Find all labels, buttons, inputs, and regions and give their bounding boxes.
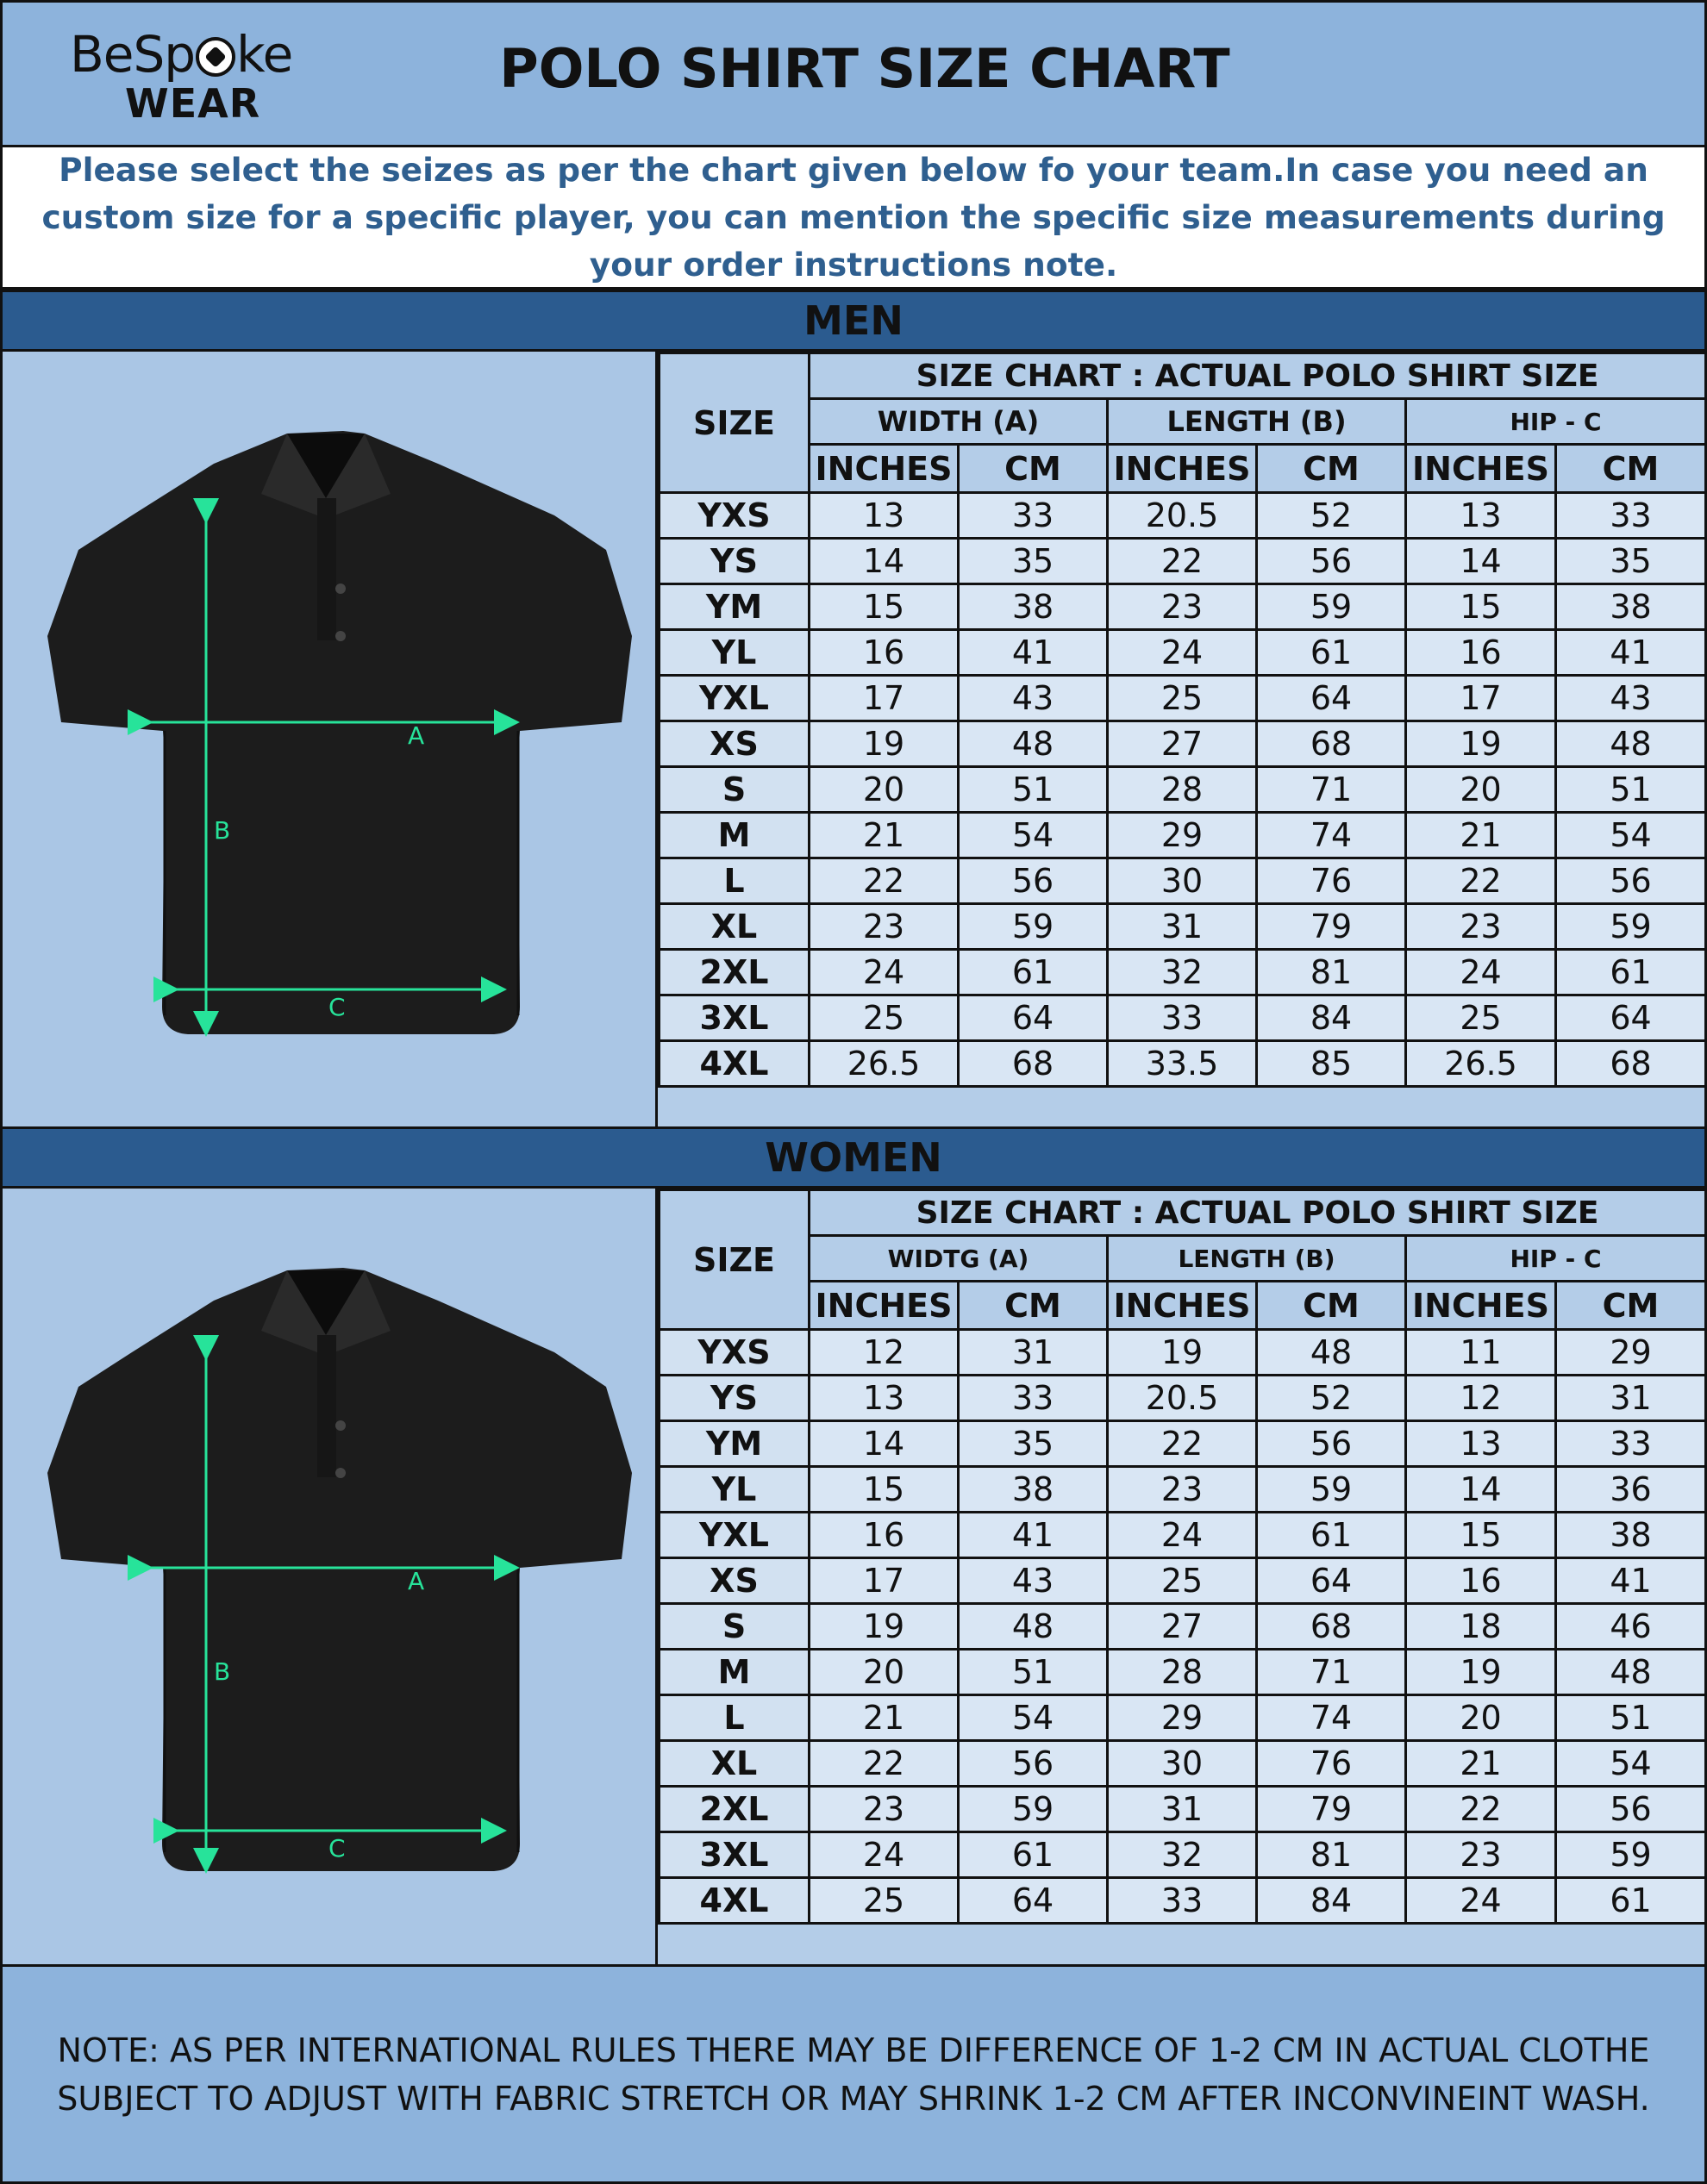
measurement-cell: 41	[959, 630, 1108, 676]
size-label-cell: XL	[660, 1741, 810, 1787]
measurement-cell: 18	[1406, 1604, 1556, 1650]
measurement-cell: 61	[959, 1832, 1108, 1878]
measurement-cell: 25	[1108, 1558, 1257, 1604]
length-group-header: LENGTH (B)	[1108, 399, 1406, 445]
brand-logo	[70, 25, 311, 128]
soccer-ball-icon	[196, 37, 235, 77]
size-label-cell: YL	[660, 1467, 810, 1513]
measurement-cell: 20	[1406, 1695, 1556, 1741]
intro-panel	[3, 147, 1704, 290]
measurement-cell: 30	[1108, 1741, 1257, 1787]
measurement-cell: 38	[1556, 1513, 1706, 1558]
table-row	[660, 813, 1706, 858]
measurement-cell: 13	[1406, 493, 1556, 539]
measurement-cell: 71	[1257, 767, 1406, 813]
measurement-cell: 22	[1406, 858, 1556, 904]
measurement-cell: 51	[1556, 1695, 1706, 1741]
measurement-cell: 15	[810, 1467, 959, 1513]
measurement-cell: 56	[1257, 1421, 1406, 1467]
size-label-cell: S	[660, 767, 810, 813]
width-group-header: WIDTH (A)	[810, 399, 1108, 445]
measurement-cell: 14	[1406, 539, 1556, 584]
measure-b-label: B	[214, 1657, 231, 1686]
measurement-cell: 17	[810, 1558, 959, 1604]
measurement-cell: 68	[1257, 721, 1406, 767]
measurement-cell: 61	[1257, 1513, 1406, 1558]
table-row	[660, 1604, 1706, 1650]
measurement-cell: 31	[1108, 1787, 1257, 1832]
size-label-cell: L	[660, 858, 810, 904]
unit-header: INCHES	[1406, 445, 1556, 493]
measurement-cell: 23	[1406, 1832, 1556, 1878]
table-title: SIZE CHART : ACTUAL POLO SHIRT SIZE	[810, 353, 1706, 399]
size-column-header: SIZE	[660, 1190, 810, 1330]
table-row	[660, 721, 1706, 767]
measurement-cell: 61	[1556, 950, 1706, 995]
measurement-cell: 43	[1556, 676, 1706, 721]
measurement-cell: 35	[1556, 539, 1706, 584]
footer-note: NOTE: AS PER INTERNATIONAL RULES THERE MAY BE DIFFERENCE OF 1-2 CM IN ACTUAL CLOTHE SUBJECT TO ADJUST WITH FABRIC STRETCH OR MAY SHRINK 1-2 CM AFTER INCONVINEINT WASH.	[57, 2031, 1650, 2118]
measurement-cell: 59	[959, 1787, 1108, 1832]
measure-c-label: C	[328, 1834, 346, 1863]
measurement-cell: 16	[1406, 630, 1556, 676]
measurement-cell: 22	[810, 858, 959, 904]
measurement-cell: 38	[959, 1467, 1108, 1513]
men-table-body	[660, 493, 1706, 1087]
measurement-cell: 64	[959, 1878, 1108, 1924]
unit-header: INCHES	[1108, 445, 1257, 493]
measurement-cell: 74	[1257, 1695, 1406, 1741]
measurement-cell: 48	[1257, 1330, 1406, 1376]
measurement-cell: 20	[1406, 767, 1556, 813]
size-label-cell: YS	[660, 1376, 810, 1421]
measurement-cell: 61	[1556, 1878, 1706, 1924]
measurement-cell: 79	[1257, 904, 1406, 950]
measurement-cell: 41	[1556, 1558, 1706, 1604]
measurement-cell: 12	[1406, 1376, 1556, 1421]
measurement-cell: 38	[1556, 584, 1706, 630]
measure-c-label: C	[328, 993, 346, 1021]
measurement-cell: 29	[1556, 1330, 1706, 1376]
table-row	[660, 950, 1706, 995]
measurement-cell: 33	[959, 493, 1108, 539]
size-label-cell: YXS	[660, 493, 810, 539]
measurement-cell: 22	[1108, 1421, 1257, 1467]
measurement-cell: 84	[1257, 995, 1406, 1041]
measurement-cell: 35	[959, 1421, 1108, 1467]
table-row	[660, 1650, 1706, 1695]
unit-header: INCHES	[1406, 1282, 1556, 1330]
measurement-cell: 31	[1556, 1376, 1706, 1421]
table-row	[660, 995, 1706, 1041]
measurement-cell: 64	[1257, 676, 1406, 721]
size-label-cell: YXL	[660, 676, 810, 721]
measurement-cell: 48	[959, 721, 1108, 767]
measurement-cell: 32	[1108, 1832, 1257, 1878]
measurement-cell: 28	[1108, 1650, 1257, 1695]
measure-a-label: A	[408, 721, 425, 750]
table-row	[660, 1878, 1706, 1924]
unit-header: INCHES	[1108, 1282, 1257, 1330]
measurement-cell: 21	[810, 1695, 959, 1741]
measurement-cell: 84	[1257, 1878, 1406, 1924]
measurement-cell: 21	[810, 813, 959, 858]
size-label-cell: YXL	[660, 1513, 810, 1558]
measurement-cell: 64	[959, 995, 1108, 1041]
table-row	[660, 858, 1706, 904]
measurement-cell: 14	[810, 1421, 959, 1467]
measurement-cell: 17	[1406, 676, 1556, 721]
measurement-cell: 26.5	[810, 1041, 959, 1087]
measurement-cell: 16	[1406, 1558, 1556, 1604]
measurement-cell: 41	[1556, 630, 1706, 676]
men-section-bar	[3, 290, 1704, 352]
measurement-cell: 24	[1406, 950, 1556, 995]
measurement-cell: 19	[1108, 1330, 1257, 1376]
measurement-cell: 17	[810, 676, 959, 721]
measurement-cell: 59	[1257, 1467, 1406, 1513]
measurement-cell: 22	[1406, 1787, 1556, 1832]
measurement-cell: 27	[1108, 721, 1257, 767]
measure-a-label: A	[408, 1567, 425, 1595]
women-section-bar	[3, 1126, 1704, 1189]
measurement-cell: 13	[810, 1376, 959, 1421]
measure-b-label: B	[214, 816, 231, 845]
size-label-cell: XL	[660, 904, 810, 950]
men-size-table	[658, 352, 1707, 1088]
measurement-cell: 25	[810, 1878, 959, 1924]
hip-group-header: HIP - C	[1406, 1236, 1706, 1282]
logo-subtext: WEAR	[125, 80, 261, 127]
measurement-cell: 31	[1108, 904, 1257, 950]
measurement-cell: 26.5	[1406, 1041, 1556, 1087]
measurement-cell: 24	[810, 950, 959, 995]
measurement-cell: 48	[1556, 1650, 1706, 1695]
measurement-cell: 24	[1108, 1513, 1257, 1558]
table-row	[660, 1787, 1706, 1832]
size-label-cell: XS	[660, 721, 810, 767]
measurement-cell: 27	[1108, 1604, 1257, 1650]
measurement-cell: 81	[1257, 950, 1406, 995]
men-shirt-diagram	[3, 352, 658, 1127]
measurement-cell: 35	[959, 539, 1108, 584]
measurement-cell: 30	[1108, 858, 1257, 904]
size-label-cell: 4XL	[660, 1041, 810, 1087]
measurement-cell: 24	[1108, 630, 1257, 676]
measurement-cell: 54	[959, 813, 1108, 858]
measurement-cell: 41	[959, 1513, 1108, 1558]
table-row	[660, 1832, 1706, 1878]
logo-wordmark: BeSp ke	[70, 25, 293, 84]
size-label-cell: 4XL	[660, 1878, 810, 1924]
table-row	[660, 767, 1706, 813]
table-row	[660, 676, 1706, 721]
measurement-cell: 20.5	[1108, 1376, 1257, 1421]
size-label-cell: M	[660, 813, 810, 858]
unit-header: CM	[1257, 445, 1406, 493]
measurement-cell: 68	[1257, 1604, 1406, 1650]
measurement-cell: 15	[810, 584, 959, 630]
measurement-cell: 54	[1556, 813, 1706, 858]
measurement-cell: 14	[810, 539, 959, 584]
size-label-cell: 3XL	[660, 995, 810, 1041]
measurement-cell: 43	[959, 1558, 1108, 1604]
women-size-table	[658, 1189, 1707, 1925]
women-section-title: WOMEN	[765, 1134, 942, 1181]
measurement-cell: 23	[810, 1787, 959, 1832]
size-label-cell: XS	[660, 1558, 810, 1604]
measurement-cell: 23	[810, 904, 959, 950]
size-label-cell: 2XL	[660, 950, 810, 995]
measurement-cell: 59	[1556, 904, 1706, 950]
measurement-cell: 68	[959, 1041, 1108, 1087]
measurement-cell: 71	[1257, 1650, 1406, 1695]
size-label-cell: 2XL	[660, 1787, 810, 1832]
size-label-cell: S	[660, 1604, 810, 1650]
length-group-header: LENGTH (B)	[1108, 1236, 1406, 1282]
measurement-cell: 20	[810, 767, 959, 813]
measurement-cell: 64	[1556, 995, 1706, 1041]
hip-group-header: HIP - C	[1406, 399, 1706, 445]
measurement-cell: 54	[1556, 1741, 1706, 1787]
measurement-cell: 79	[1257, 1787, 1406, 1832]
measurement-cell: 23	[1406, 904, 1556, 950]
measurement-cell: 61	[959, 950, 1108, 995]
table-row	[660, 1695, 1706, 1741]
width-group-header: WIDTG (A)	[810, 1236, 1108, 1282]
table-row	[660, 1558, 1706, 1604]
unit-header: INCHES	[810, 1282, 959, 1330]
measurement-cell: 15	[1406, 584, 1556, 630]
table-row	[660, 630, 1706, 676]
measurement-cell: 46	[1556, 1604, 1706, 1650]
measurement-cell: 33	[1108, 1878, 1257, 1924]
measurement-cell: 15	[1406, 1513, 1556, 1558]
measurement-cell: 51	[959, 767, 1108, 813]
footer-note-panel	[3, 1964, 1704, 2181]
measurement-cell: 25	[810, 995, 959, 1041]
intro-text: Please select the seizes as per the chart given below fo your team.In case you need an custom size for a specific player, you can mention the specific size measurements during your order instructions note.	[41, 150, 1666, 284]
women-shirt-diagram	[3, 1189, 658, 1964]
measurement-cell: 20.5	[1108, 493, 1257, 539]
measurement-cell: 33.5	[1108, 1041, 1257, 1087]
measurement-cell: 21	[1406, 1741, 1556, 1787]
size-label-cell: YS	[660, 539, 810, 584]
measurement-cell: 24	[810, 1832, 959, 1878]
measurement-cell: 33	[959, 1376, 1108, 1421]
table-row	[660, 1513, 1706, 1558]
measurement-cell: 28	[1108, 767, 1257, 813]
measurement-cell: 25	[1406, 995, 1556, 1041]
size-label-cell: M	[660, 1650, 810, 1695]
size-label-cell: YL	[660, 630, 810, 676]
unit-header: CM	[959, 1282, 1108, 1330]
polo-shirt-icon	[3, 352, 655, 1127]
measurement-cell: 29	[1108, 1695, 1257, 1741]
measurement-cell: 14	[1406, 1467, 1556, 1513]
measurement-cell: 76	[1257, 1741, 1406, 1787]
measurement-cell: 56	[1556, 1787, 1706, 1832]
table-row	[660, 539, 1706, 584]
size-label-cell: 3XL	[660, 1832, 810, 1878]
measurement-cell: 54	[959, 1695, 1108, 1741]
measurement-cell: 59	[1257, 584, 1406, 630]
size-label-cell: L	[660, 1695, 810, 1741]
measurement-cell: 56	[1556, 858, 1706, 904]
measurement-cell: 22	[810, 1741, 959, 1787]
unit-header: CM	[1556, 1282, 1706, 1330]
page-title: POLO SHIRT SIZE CHART	[499, 37, 1230, 100]
measurement-cell: 33	[1108, 995, 1257, 1041]
measurement-cell: 64	[1257, 1558, 1406, 1604]
measurement-cell: 51	[1556, 767, 1706, 813]
measurement-cell: 13	[810, 493, 959, 539]
size-column-header: SIZE	[660, 353, 810, 493]
measurement-cell: 48	[959, 1604, 1108, 1650]
measurement-cell: 31	[959, 1330, 1108, 1376]
measurement-cell: 19	[1406, 1650, 1556, 1695]
unit-header: CM	[1556, 445, 1706, 493]
measurement-cell: 19	[810, 1604, 959, 1650]
measurement-cell: 22	[1108, 539, 1257, 584]
table-row	[660, 1041, 1706, 1087]
measurement-cell: 20	[810, 1650, 959, 1695]
header	[3, 3, 1704, 147]
measurement-cell: 61	[1257, 630, 1406, 676]
measurement-cell: 33	[1556, 493, 1706, 539]
measurement-cell: 19	[1406, 721, 1556, 767]
table-row	[660, 1467, 1706, 1513]
measurement-cell: 11	[1406, 1330, 1556, 1376]
men-section-title: MEN	[803, 297, 904, 344]
measurement-cell: 48	[1556, 721, 1706, 767]
size-label-cell: YM	[660, 1421, 810, 1467]
measurement-cell: 29	[1108, 813, 1257, 858]
measurement-cell: 68	[1556, 1041, 1706, 1087]
measurement-cell: 85	[1257, 1041, 1406, 1087]
measurement-cell: 81	[1257, 1832, 1406, 1878]
measurement-cell: 23	[1108, 584, 1257, 630]
measurement-cell: 24	[1406, 1878, 1556, 1924]
unit-header: INCHES	[810, 445, 959, 493]
measurement-cell: 36	[1556, 1467, 1706, 1513]
measurement-cell: 74	[1257, 813, 1406, 858]
measurement-cell: 56	[959, 1741, 1108, 1787]
measurement-cell: 16	[810, 630, 959, 676]
table-row	[660, 904, 1706, 950]
measurement-cell: 52	[1257, 1376, 1406, 1421]
measurement-cell: 56	[959, 858, 1108, 904]
table-row	[660, 1330, 1706, 1376]
unit-header: CM	[959, 445, 1108, 493]
measurement-cell: 32	[1108, 950, 1257, 995]
measurement-cell: 16	[810, 1513, 959, 1558]
measurement-cell: 56	[1257, 539, 1406, 584]
measurement-cell: 19	[810, 721, 959, 767]
measurement-cell: 51	[959, 1650, 1108, 1695]
measurement-cell: 52	[1257, 493, 1406, 539]
size-label-cell: YXS	[660, 1330, 810, 1376]
measurement-cell: 38	[959, 584, 1108, 630]
measurement-cell: 12	[810, 1330, 959, 1376]
measurement-cell: 59	[959, 904, 1108, 950]
measurement-cell: 13	[1406, 1421, 1556, 1467]
table-row	[660, 493, 1706, 539]
measurement-cell: 59	[1556, 1832, 1706, 1878]
table-row	[660, 1421, 1706, 1467]
unit-header: CM	[1257, 1282, 1406, 1330]
measurement-cell: 25	[1108, 676, 1257, 721]
table-row	[660, 584, 1706, 630]
polo-shirt-icon	[3, 1189, 655, 1964]
size-label-cell: YM	[660, 584, 810, 630]
measurement-cell: 23	[1108, 1467, 1257, 1513]
women-table-body	[660, 1330, 1706, 1924]
measurement-cell: 21	[1406, 813, 1556, 858]
measurement-cell: 33	[1556, 1421, 1706, 1467]
measurement-cell: 76	[1257, 858, 1406, 904]
table-row	[660, 1741, 1706, 1787]
table-row	[660, 1376, 1706, 1421]
table-title: SIZE CHART : ACTUAL POLO SHIRT SIZE	[810, 1190, 1706, 1236]
measurement-cell: 43	[959, 676, 1108, 721]
